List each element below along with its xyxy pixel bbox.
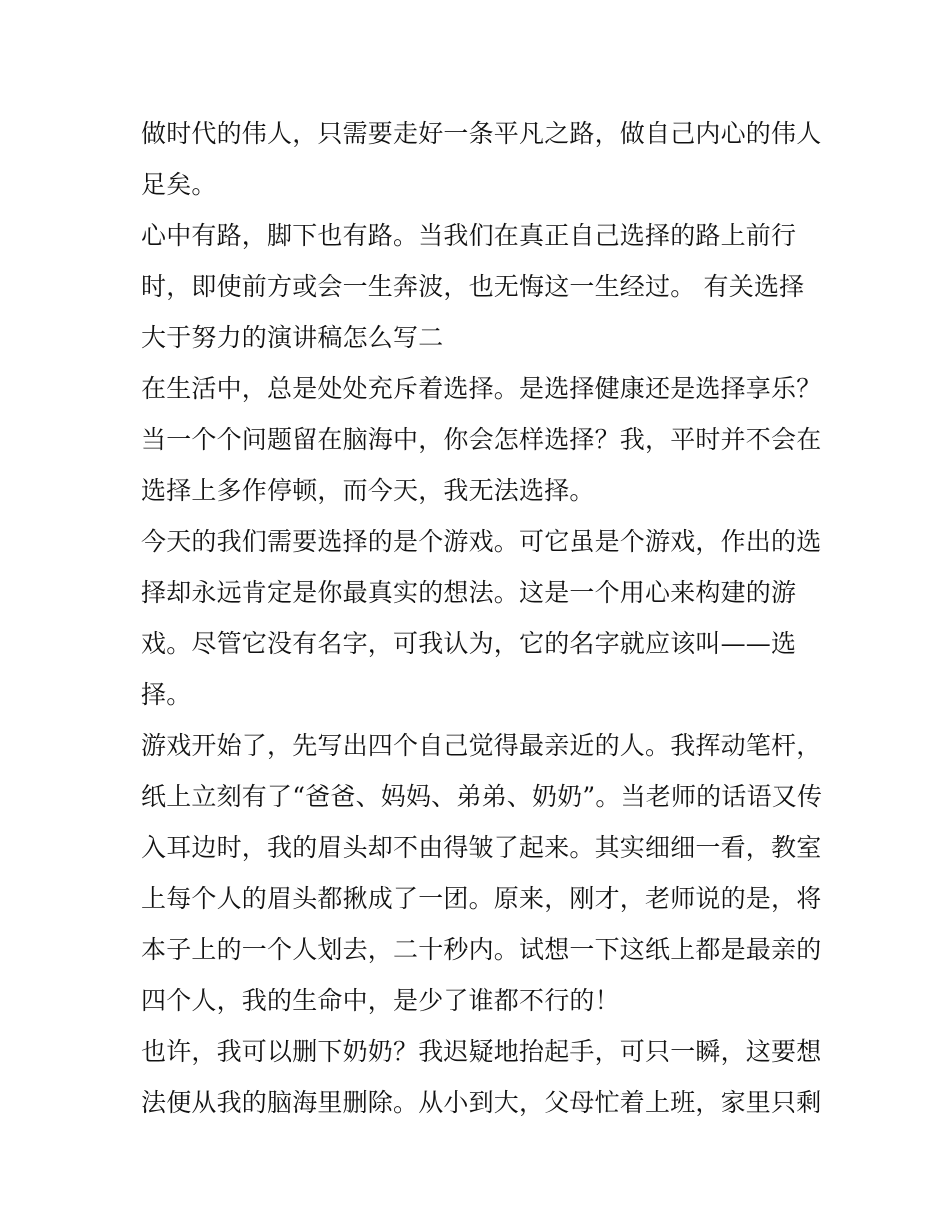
text-line: 戏。尽管它没有名字，可我认为，它的名字就应该叫——选 — [141, 629, 797, 658]
document-body — [141, 108, 823, 1128]
text-line: 本子上的一个人划去，二十秒内。试想一下这纸上都是最亲的 — [141, 935, 822, 964]
text-line: 心中有路，脚下也有路。当我们在真正自己选择的路上前行 — [141, 221, 797, 250]
text-line: 上每个人的眉头都揪成了一团。原来，刚才，老师说的是，将 — [141, 884, 822, 913]
text-line: 当一个个问题留在脑海中，你会怎样选择？我，平时并不会在 — [141, 425, 822, 454]
text-line: 法便从我的脑海里删除。从小到大，父母忙着上班，家里只剩 — [141, 1088, 822, 1117]
section-heading-line: 大于努力的演讲稿怎么写二 — [141, 323, 444, 352]
text-line: 入耳边时，我的眉头却不由得皱了起来。其实细细一看，教室 — [141, 833, 822, 862]
text-line: 游戏开始了，先写出四个自己觉得最亲近的人。我挥动笔杆， — [141, 731, 822, 760]
text-line: 也许，我可以删下奶奶？我迟疑地抬起手，可只一瞬，这要想 — [141, 1037, 822, 1066]
text-line: 做时代的伟人，只需要走好一条平凡之路，做自己内心的伟人 — [141, 119, 822, 148]
text-line: 择却永远肯定是你最真实的想法。这是一个用心来构建的游 — [141, 578, 797, 607]
text-line: 足矣。 — [141, 170, 217, 199]
text-line: 今天的我们需要选择的是个游戏。可它虽是个游戏，作出的选 — [141, 527, 822, 556]
text-line: 时，即使前方或会一生奔波，也无悔这一生经过。 有关选择 — [141, 272, 805, 301]
text-line: 在生活中，总是处处充斥着选择。是选择健康还是选择享乐？ — [141, 374, 822, 403]
text-line: 纸上立刻有了“爸爸、妈妈、弟弟、奶奶”。当老师的话语又传 — [141, 782, 823, 811]
text-line: 选择上多作停顿，而今天，我无法选择。 — [141, 476, 595, 505]
text-line: 择。 — [141, 680, 192, 709]
text-line: 四个人，我的生命中，是少了谁都不行的！ — [141, 986, 620, 1015]
